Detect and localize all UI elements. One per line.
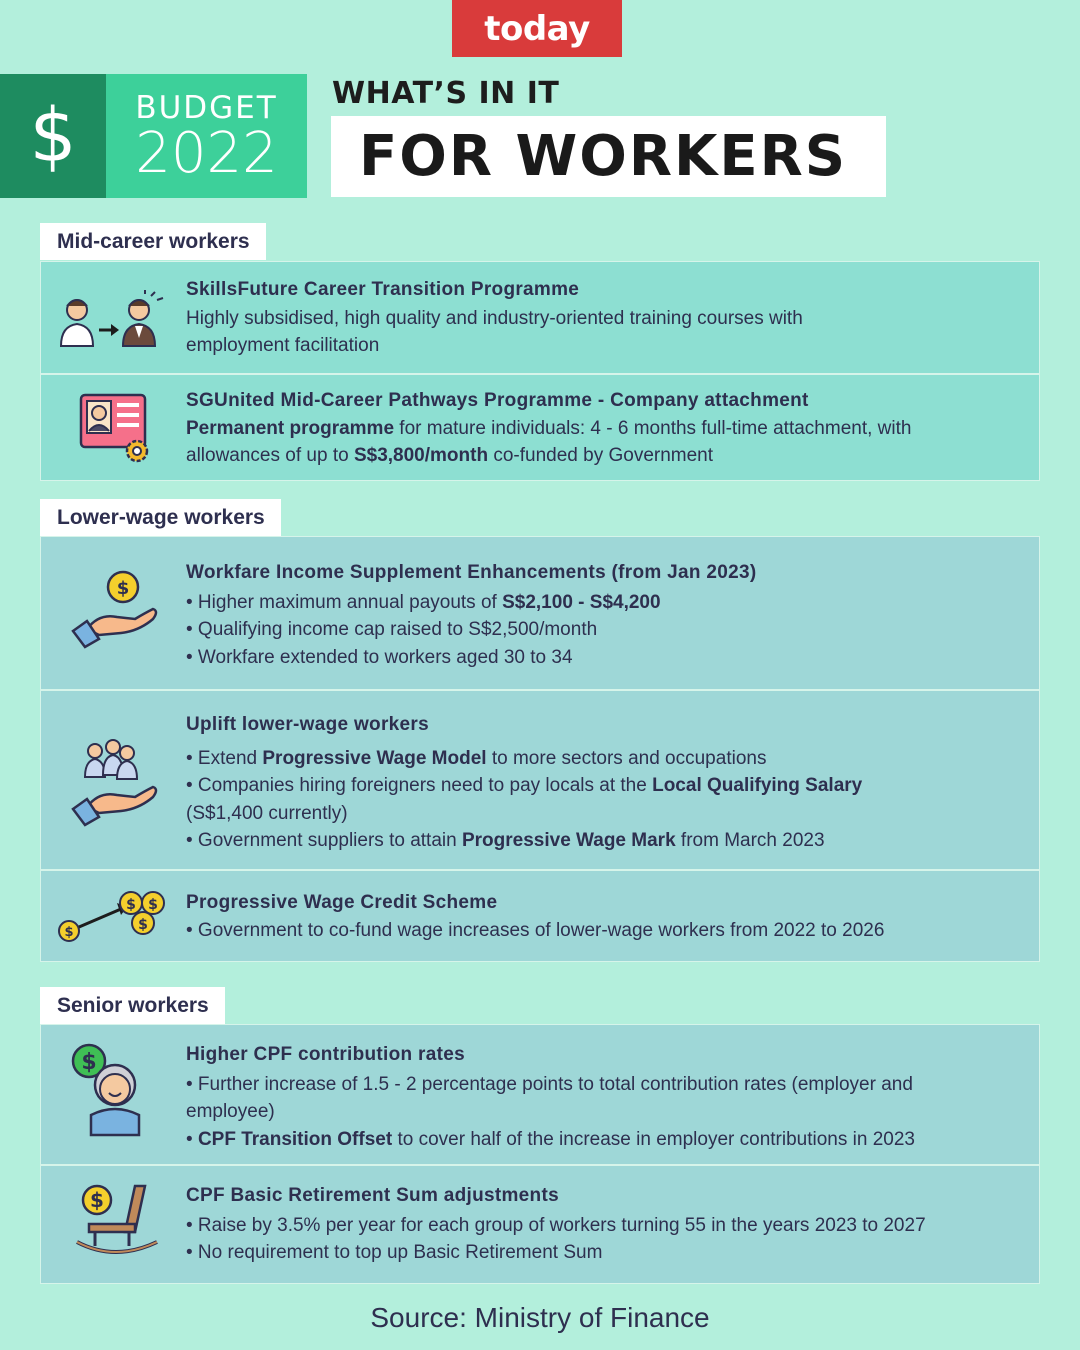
svg-text:$: $	[138, 917, 148, 933]
budget-badge	[0, 74, 307, 198]
coins-arrow-icon	[41, 871, 186, 961]
bullet: employee)	[186, 1101, 275, 1122]
page-title: FOR WORKERS	[331, 116, 886, 197]
list-item	[40, 690, 1040, 870]
svg-text:$: $	[126, 897, 136, 913]
section-label-lower-wage: Lower-wage workers	[40, 499, 281, 536]
elderly-dollar-icon	[41, 1025, 186, 1164]
svg-text:$: $	[81, 1050, 97, 1075]
item-text: employment facilitation	[186, 335, 380, 356]
bullet: • Higher maximum annual payouts of S$2,100 - S$4,200	[186, 591, 661, 613]
source-footer: Source: Ministry of Finance	[370, 1302, 710, 1333]
item-title: Workfare Income Supplement Enhancements (from Jan 2023)	[186, 562, 757, 583]
hand-people-icon	[41, 691, 186, 869]
bullet: • Extend Progressive Wage Model to more sectors and occupations	[186, 747, 767, 769]
rocking-chair-icon	[41, 1166, 186, 1283]
bullet: • Government suppliers to attain Progressive Wage Mark from March 2023	[186, 830, 825, 851]
bullet: • Qualifying income cap raised to S$2,500/month	[186, 619, 598, 640]
list-item	[40, 1024, 1040, 1165]
svg-text:$: $	[64, 925, 74, 940]
bullet: • Raise by 3.5% per year for each group of workers turning 55 in the years 2023 to 2027	[186, 1214, 926, 1236]
svg-text:$: $	[148, 897, 158, 913]
dollar-icon: $	[0, 74, 106, 198]
list-item	[40, 870, 1040, 962]
today-logo: today	[452, 0, 622, 57]
section-label-mid-career: Mid-career workers	[40, 223, 266, 260]
bullet: • Government to co-fund wage increases of lower-wage workers from 2022 to 2026	[186, 919, 885, 941]
item-text: Permanent programme for mature individuals: 4 - 6 months full-time attachment, with	[186, 417, 912, 439]
hand-coin-icon	[41, 537, 186, 689]
list-item	[40, 536, 1040, 690]
svg-text:$: $	[116, 578, 130, 599]
list-item	[40, 261, 1040, 374]
svg-text:$: $	[90, 1188, 104, 1212]
id-card-gear-icon	[41, 375, 186, 480]
bullet: • No requirement to top up Basic Retirement Sum	[186, 1242, 603, 1263]
item-title: CPF Basic Retirement Sum adjustments	[186, 1185, 559, 1206]
list-item	[40, 374, 1040, 481]
budget-year: 2022	[135, 121, 278, 186]
whats-in-it-heading: WHAT’S IN IT	[332, 76, 560, 111]
list-item	[40, 1165, 1040, 1284]
budget-word: BUDGET	[135, 90, 278, 126]
item-text: Highly subsidised, high quality and industry-oriented training courses with	[186, 307, 803, 329]
budget-label	[106, 74, 307, 198]
item-title: SGUnited Mid-Career Pathways Programme - Company attachment	[186, 390, 809, 411]
section-label-senior: Senior workers	[40, 987, 225, 1024]
bullet: • Companies hiring foreigners need to pay locals at the Local Qualifying Salary	[186, 775, 863, 796]
bullet: • CPF Transition Offset to cover half of the increase in employer contributions in 2023	[186, 1128, 915, 1150]
item-title: Progressive Wage Credit Scheme	[186, 892, 498, 913]
bullet: (S$1,400 currently)	[186, 802, 348, 824]
item-title: Uplift lower-wage workers	[186, 714, 429, 735]
item-title: Higher CPF contribution rates	[186, 1044, 465, 1065]
bullet: • Further increase of 1.5 - 2 percentage points to total contribution rates (employer and	[186, 1073, 913, 1095]
career-transition-icon	[41, 262, 186, 373]
bullet: • Workfare extended to workers aged 30 to 34	[186, 646, 573, 668]
item-title: SkillsFuture Career Transition Programme	[186, 279, 580, 300]
item-text: allowances of up to S$3,800/month co-funded by Government	[186, 445, 714, 466]
